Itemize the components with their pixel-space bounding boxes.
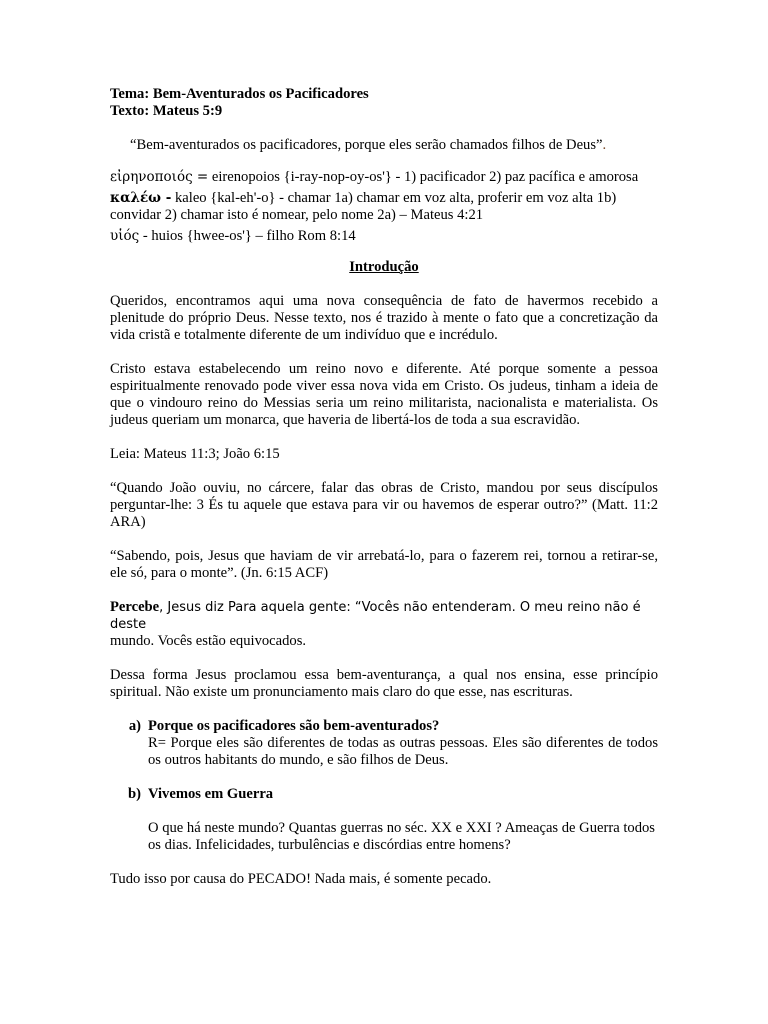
paragraph-percebe-sans: , Jesus diz Para aquela gente: “Vocês não entenderam. O meu reino não é deste (110, 600, 641, 632)
paragraph-percebe-rest: mundo. Vocês estão equivocados. (110, 633, 307, 649)
paragraph-quote-john: “Sabendo, pois, Jesus que haviam de vir arrebatá-lo, para o fazerem rei, tornou a retirar-se, ele só, para o monte”. (Jn. 6:15 ACF) (110, 548, 658, 581)
theme-title: Tema: Bem-Aventurados os Pacificadores (110, 86, 369, 102)
glossary-definition: kaleo {kal-eh'-o} - chamar 1a) chamar em voz alta, proferir em voz alta 1b) convidar 2) chamar isto é nomear, pelo nome 2a) – Mateus 4:21 (110, 190, 617, 223)
paragraph-2: Cristo estava estabelecendo um reino novo e diferente. Até porque somente a pessoa espiritualmente renovado pode viver essa nova vida em Cristo. Os judeus, tinham a ideia de que o vindouro reino do Messias seria um reino militarista, nacionalista e materialista. Os judeus queriam um monarca, que haveria de libertá-los de toda a sua escravidão. (110, 361, 658, 428)
section-heading-introducao: Introdução (349, 259, 419, 275)
key-verse-text: “Bem-aventurados os pacificadores, porque eles serão chamados filhos de Deus” (130, 137, 603, 153)
list-item-title: Porque os pacificadores são bem-aventurados? (148, 718, 440, 734)
paragraph-1: Queridos, encontramos aqui uma nova consequência de fato de havermos recebido a plenitude do próprio Deus. Nesse texto, nos é trazido à mente o fato que a concretização da vida cristã e totalmente diferente de um indivíduo que e incrédulo. (110, 293, 658, 343)
paragraph-quote-matt: “Quando João ouviu, no cárcere, falar das obras de Cristo, mandou por seus discípulos perguntar-lhe: 3 És tu aquele que estava para vir ou havemos de esperar outro?” (Matt. 11:2 ARA) (110, 480, 658, 530)
closing-line: Tudo isso por causa do PECADO! Nada mais, é somente pecado. (110, 871, 492, 887)
key-verse-end: . (602, 137, 607, 153)
glossary-definition: - huios {hwee-os'} – filho Rom 8:14 (139, 228, 356, 244)
key-verse (110, 137, 658, 154)
paragraph-percebe (110, 599, 658, 650)
list-marker: a) (128, 718, 141, 734)
list-marker: b) (128, 786, 141, 802)
greek-term: υἱός (110, 228, 140, 244)
document-content (110, 86, 658, 888)
glossary-definition: eirenopoios {i-ray-nop-oy-os'} - 1) pacificador 2) paz pacífica e amorosa (208, 169, 639, 185)
list-item-text: R= Porque eles são diferentes de todas as outras pessoas. Eles são diferentes de todos os outros habitants do mundo, e são filhos de Deus. (148, 735, 658, 768)
list-item-title: Vivemos em Guerra (148, 786, 274, 802)
glossary-entry-huios (110, 228, 658, 245)
paragraph-leia: Leia: Mateus 11:3; João 6:15 (110, 446, 280, 462)
glossary-entry-kaleo (110, 190, 658, 224)
greek-term: εἰρηνοποιός = (110, 169, 209, 185)
greek-term: καλέω - (110, 190, 172, 206)
list-item-b (110, 786, 658, 854)
emphasis-word: Percebe (110, 599, 160, 615)
list-item-a (110, 718, 658, 769)
list-item-text: O que há neste mundo? Quantas guerras no séc. XX e XXI ? Ameaças de Guerra todos os dias. Infelicidades, turbulências e discórdias entre homens? (148, 820, 655, 853)
glossary-entry-eirenopoios (110, 169, 658, 186)
paragraph-proclamation: Dessa forma Jesus proclamou essa bem-aventurança, a qual nos ensina, esse princípio spiritual. Não existe um pronunciamento mais claro do que esse, nas escrituras. (110, 667, 658, 700)
scripture-reference: Texto: Mateus 5:9 (110, 103, 223, 119)
